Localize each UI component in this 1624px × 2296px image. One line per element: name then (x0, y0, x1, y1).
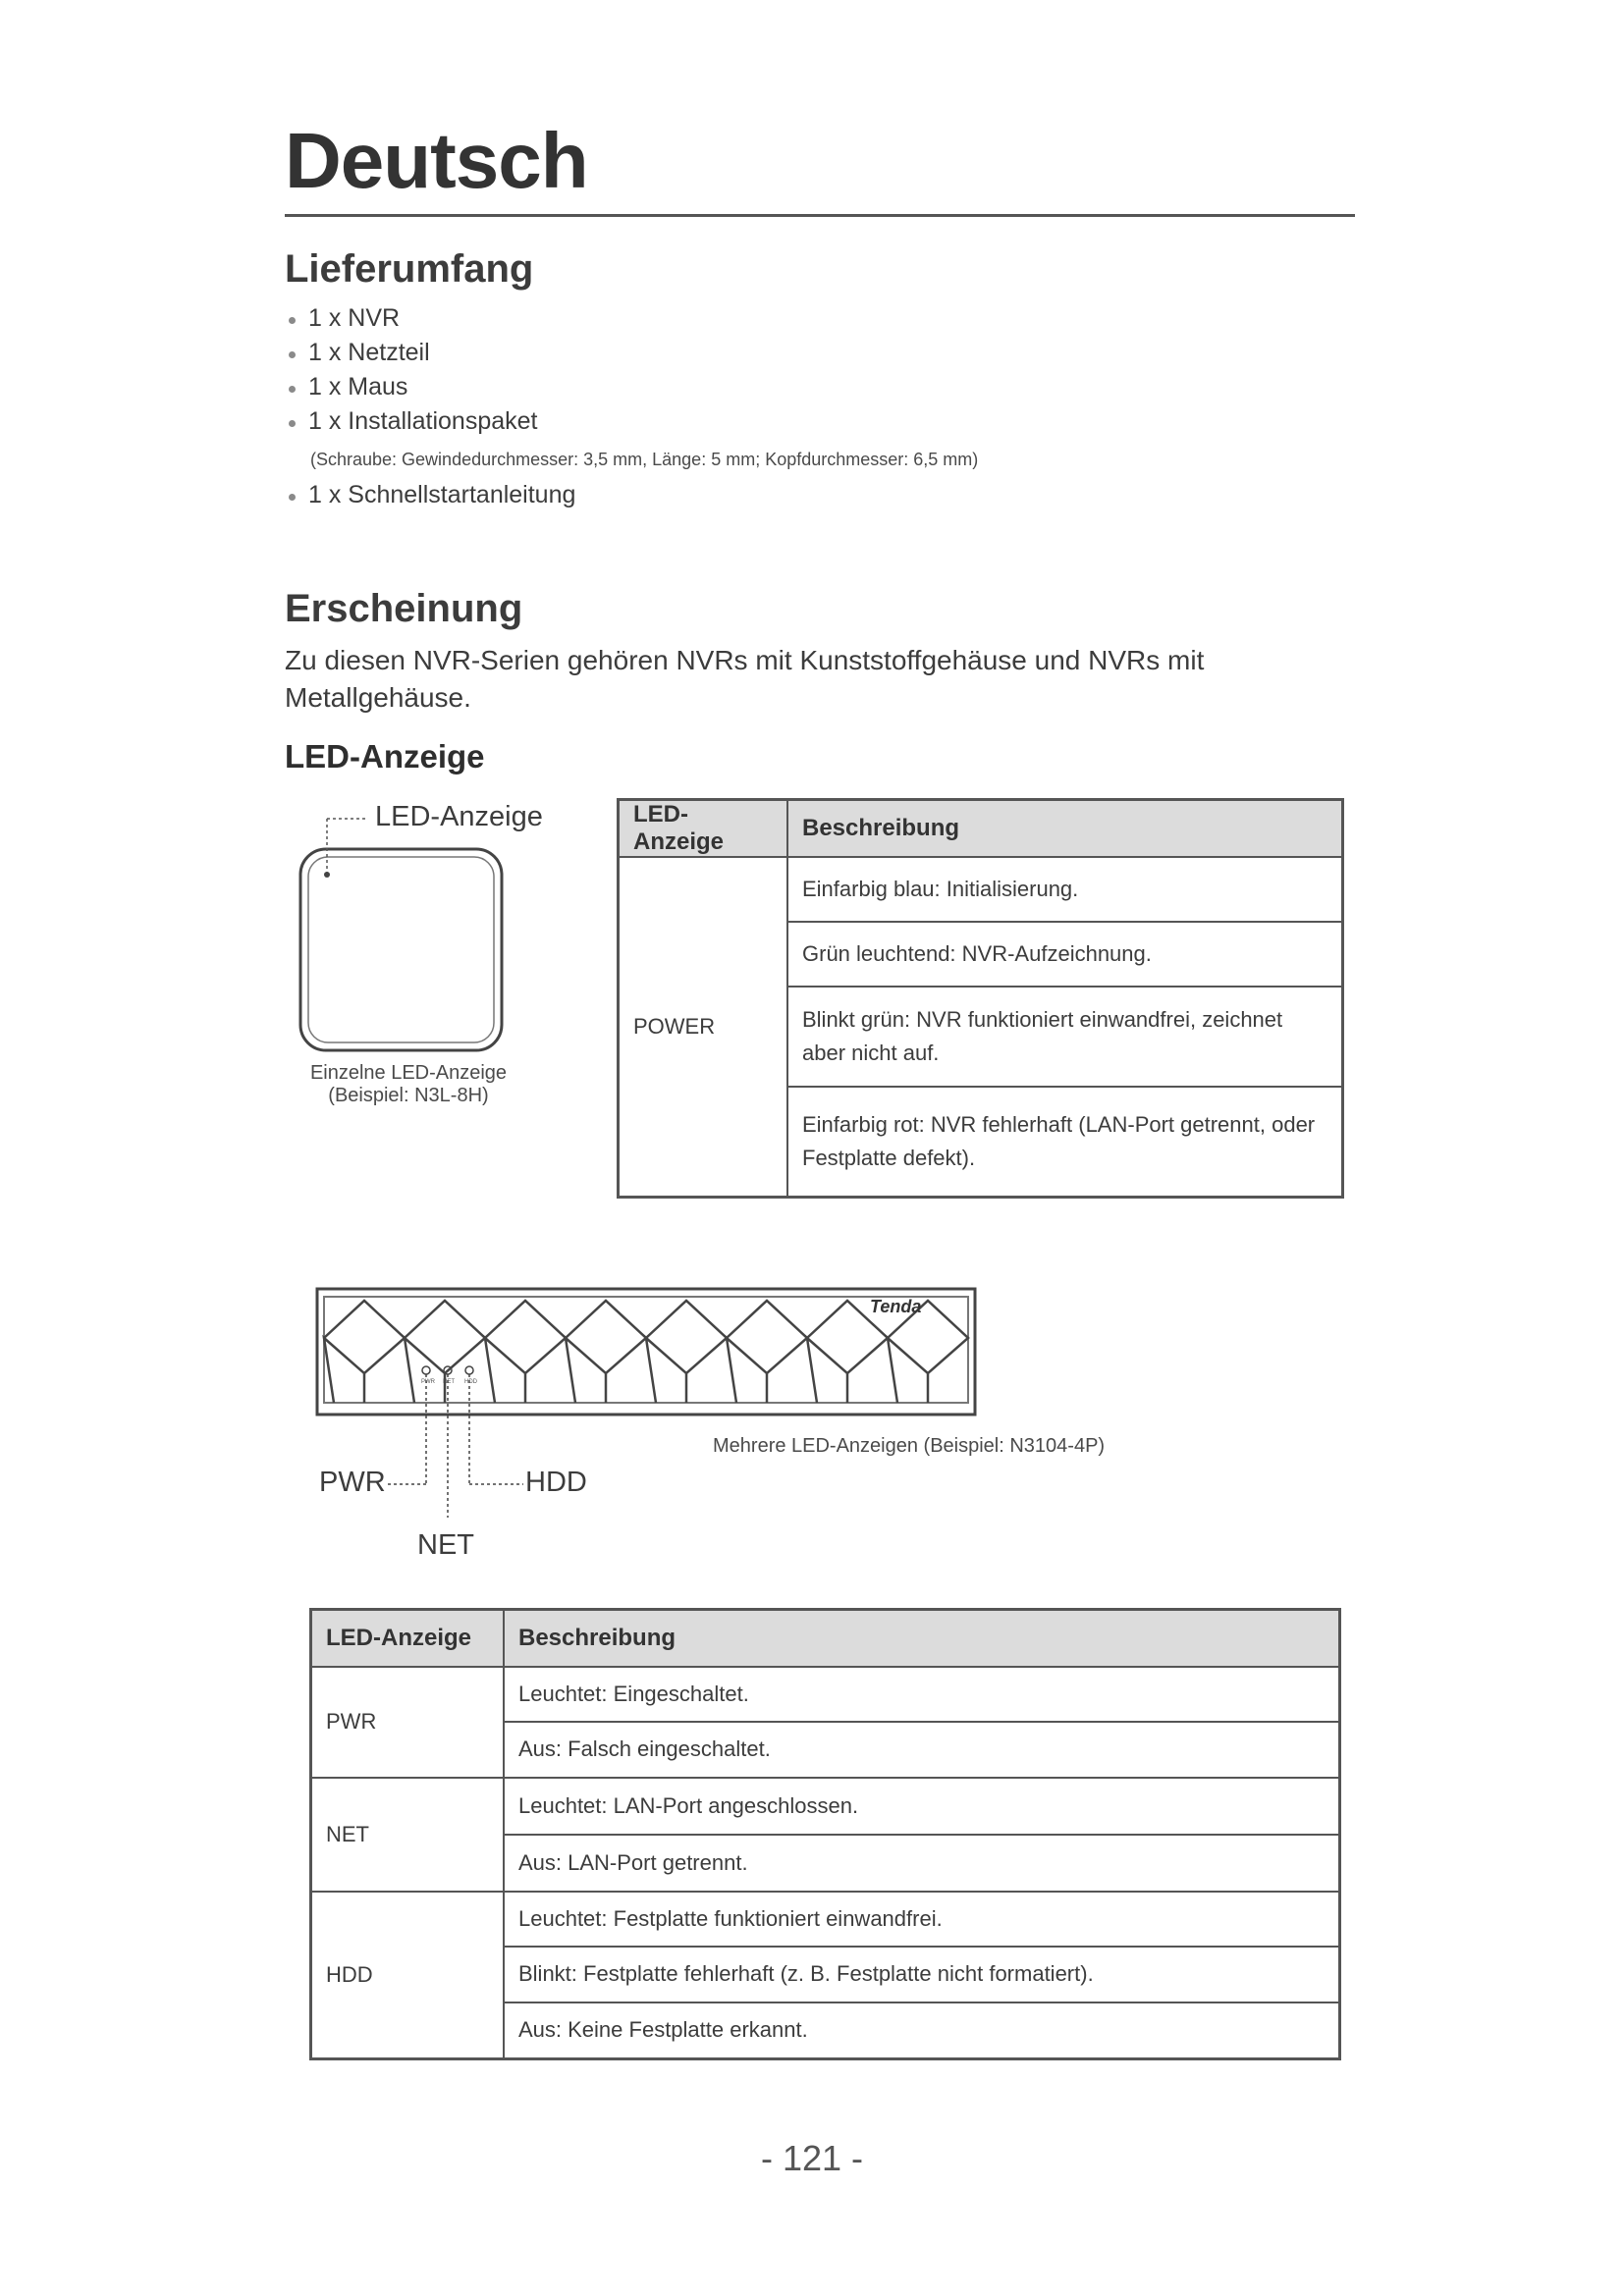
screw-note: (Schraube: Gewindedurchmesser: 3,5 mm, Länge: 5 mm; Kopfdurchmesser: 6,5 mm) (310, 450, 979, 469)
list-item: 1 x Installationspaket (285, 407, 978, 442)
table-cell-description: Aus: LAN-Port getrennt. (504, 1835, 1340, 1892)
table-header-led: LED-Anzeige (311, 1610, 505, 1667)
table-cell-description: Blinkt grün: NVR funktioniert einwandfrei, zeichnet aber nicht auf. (787, 987, 1343, 1087)
heading-led-anzeige: LED-Anzeige (285, 738, 485, 774)
table-cell-description: Aus: Keine Festplatte erkannt. (504, 2002, 1340, 2059)
contents-list (285, 304, 978, 442)
table-cell-description: Leuchtet: Eingeschaltet. (504, 1667, 1340, 1722)
table-cell-led: HDD (311, 1892, 505, 2059)
led-callout-label: LED-Anzeige (375, 801, 543, 832)
title-rule (285, 214, 1355, 217)
page-title: Deutsch (285, 117, 588, 204)
table-cell-description: Einfarbig blau: Initialisierung. (787, 857, 1343, 922)
table-cell-description: Leuchtet: Festplatte funktioniert einwandfrei. (504, 1892, 1340, 1947)
table-cell-led: NET (311, 1778, 505, 1892)
table-cell-description: Leuchtet: LAN-Port angeschlossen. (504, 1778, 1340, 1835)
pwr-callout: PWR (319, 1467, 386, 1498)
heading-erscheinung: Erscheinung (285, 587, 523, 630)
led-table-multi (309, 1608, 1341, 2060)
nvr-single-led-illustration (285, 795, 579, 1060)
table-header-description: Beschreibung (504, 1610, 1340, 1667)
appearance-text: Zu diesen NVR-Serien gehören NVRs mit Kunststoffgehäuse und NVRs mit Metallgehäuse. (285, 645, 1205, 713)
table-header-led: LED-Anzeige (619, 800, 788, 858)
table-cell-description: Grün leuchtend: NVR-Aufzeichnung. (787, 922, 1343, 987)
led-table-power (617, 798, 1344, 1199)
table-cell-led: PWR (311, 1667, 505, 1778)
led-label-pwr-small: PWR (421, 1379, 435, 1385)
list-item: 1 x Schnellstartanleitung (285, 481, 978, 509)
heading-lieferumfang: Lieferumfang (285, 247, 534, 291)
net-callout: NET (417, 1529, 474, 1561)
hdd-callout: HDD (525, 1467, 587, 1498)
table-cell-description: Aus: Falsch eingeschaltet. (504, 1722, 1340, 1778)
table-cell-led: POWER (619, 857, 788, 1197)
list-item: 1 x NVR (285, 304, 978, 339)
list-item: 1 x Maus (285, 373, 978, 407)
table-cell-description: Blinkt: Festplatte fehlerhaft (z. B. Festplatte nicht formatiert). (504, 1947, 1340, 2002)
page-number: - 121 - (760, 2138, 864, 2178)
contents-list-block (285, 304, 978, 509)
contents-list-end (285, 481, 978, 509)
brand-logo: Tenda (870, 1297, 922, 1316)
figure1-caption (285, 1062, 532, 1107)
figure2-caption: Mehrere LED-Anzeigen (Beispiel: N3104-4P) (713, 1435, 1106, 1457)
table-cell-description: Einfarbig rot: NVR fehlerhaft (LAN-Port getrennt, oder Festplatte defekt). (787, 1087, 1343, 1197)
figure1-caption-line1: Einzelne LED-Anzeige (309, 1062, 508, 1084)
led-label-hdd-small: HDD (464, 1379, 477, 1385)
list-item: 1 x Netzteil (285, 339, 978, 373)
nvr-multi-led-illustration (312, 1284, 980, 1520)
led-label-net-small: NET (443, 1379, 455, 1385)
figure1-caption-line2: (Beispiel: N3L-8H) (328, 1085, 489, 1106)
table-header-description: Beschreibung (787, 800, 1343, 858)
